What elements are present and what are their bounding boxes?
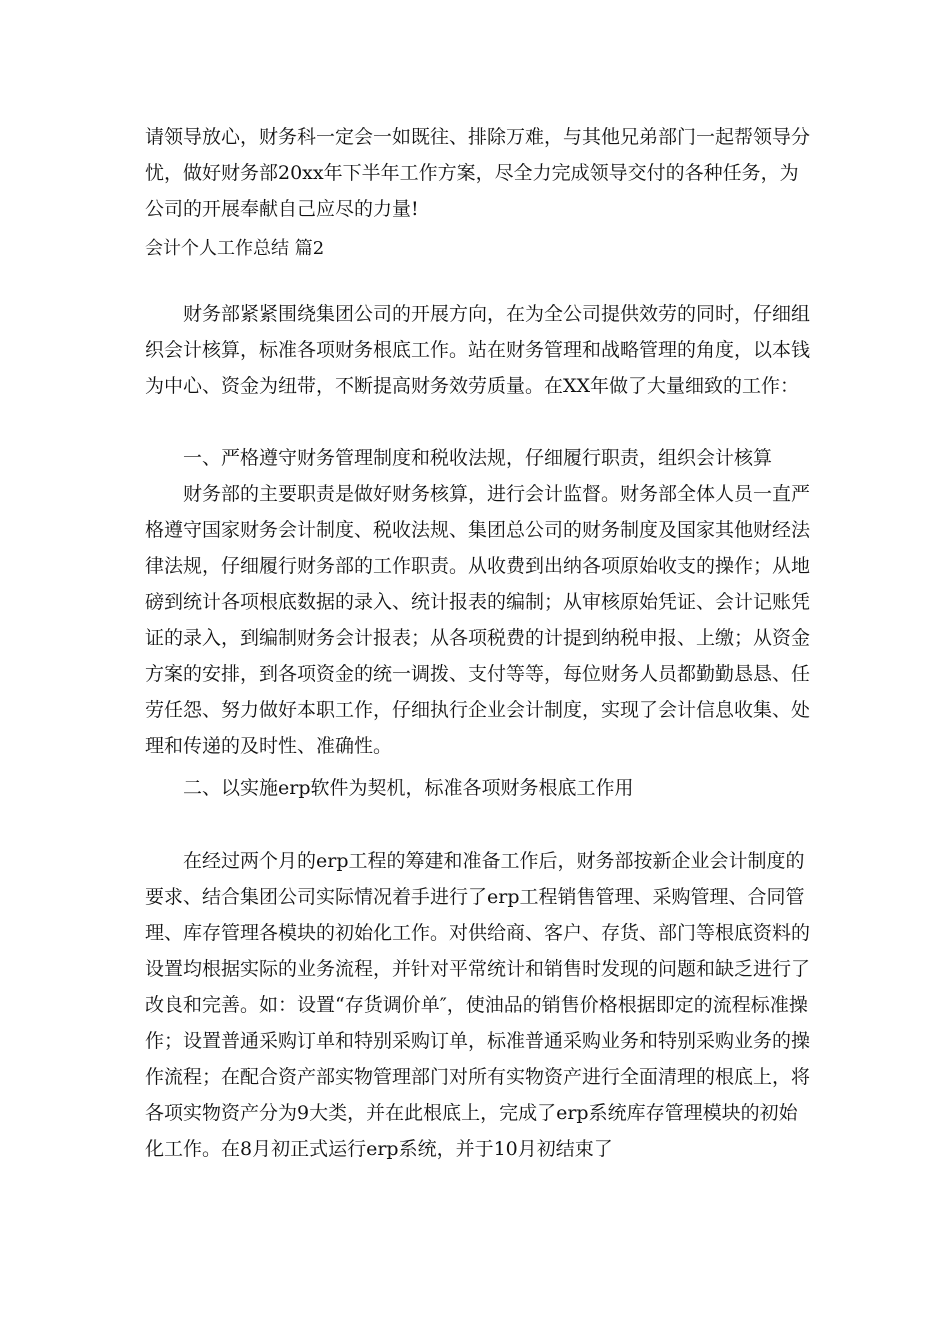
paragraph-intro: 请领导放心，财务科一定会一如既往、排除万难，与其他兄弟部门一起帮领导分忧，做好财务部20xx年下半年工作方案，尽全力完成领导交付的各种任务，为公司的开展奉献自己应尽的力量! bbox=[145, 126, 811, 220]
paragraph-3: 在经过两个月的erp工程的筹建和准备工作后，财务部按新企业会计制度的要求、结合集团公司实际情况着手进行了erp工程销售管理、采购管理、合同管理、库存管理各模块的初始化工作。对供给商、客户、存货、部门等根底资料的设置均根据实际的业务流程，并针对平常统计和销售时发现的问题和缺乏进行了改良和完善。如：设置“存货调价单″，使油品的销售价格根据即定的流程标准操作；设置普通采购订单和特别采购订单，标准普通采购业务和特别采购业务的操作流程；在配合资产部实物管理部门对所有实物资产进行全面清理的根底上，将各项实物资产分为9大类，并在此根底上，完成了erp系统库存管理模块的初始化工作。在8月初正式运行erp系统，并于10月初结束了 bbox=[145, 850, 811, 1160]
section-heading: 会计个人工作总结 篇2 bbox=[145, 238, 325, 259]
paragraph-2: 财务部的主要职责是做好财务核算，进行会计监督。财务部全体人员一直严格遵守国家财务会计制度、税收法规、集团总公司的财务制度及国家其他财经法律法规，仔细履行财务部的工作职责。从收费到出纳各项原始收支的操作；从地磅到统计各项根底数据的录入、统计报表的编制；从审核原始凭证、会计记账凭证的录入，到编制财务会计报表；从各项税费的计提到纳税申报、上缴；从资金方案的安排，到各项资金的统一调拨、支付等等，每位财务人员都勤勤恳恳、任劳任怨、努力做好本职工作，仔细执行企业会计制度，实现了会计信息收集、处理和传递的及时性、准确性。 bbox=[145, 483, 811, 757]
subheading-1: 一、严格遵守财务管理制度和税收法规，仔细履行职责，组织会计核算 bbox=[183, 447, 773, 469]
subheading-2: 二、以实施erp软件为契机，标准各项财务根底工作用 bbox=[183, 777, 634, 799]
paragraph-1: 财务部紧紧围绕集团公司的开展方向，在为全公司提供效劳的同时，仔细组织会计核算，标准各项财务根底工作。站在财务管理和战略管理的角度，以本钱为中心、资金为纽带，不断提高财务效劳质量。在XX年做了大量细致的工作： bbox=[145, 303, 811, 397]
